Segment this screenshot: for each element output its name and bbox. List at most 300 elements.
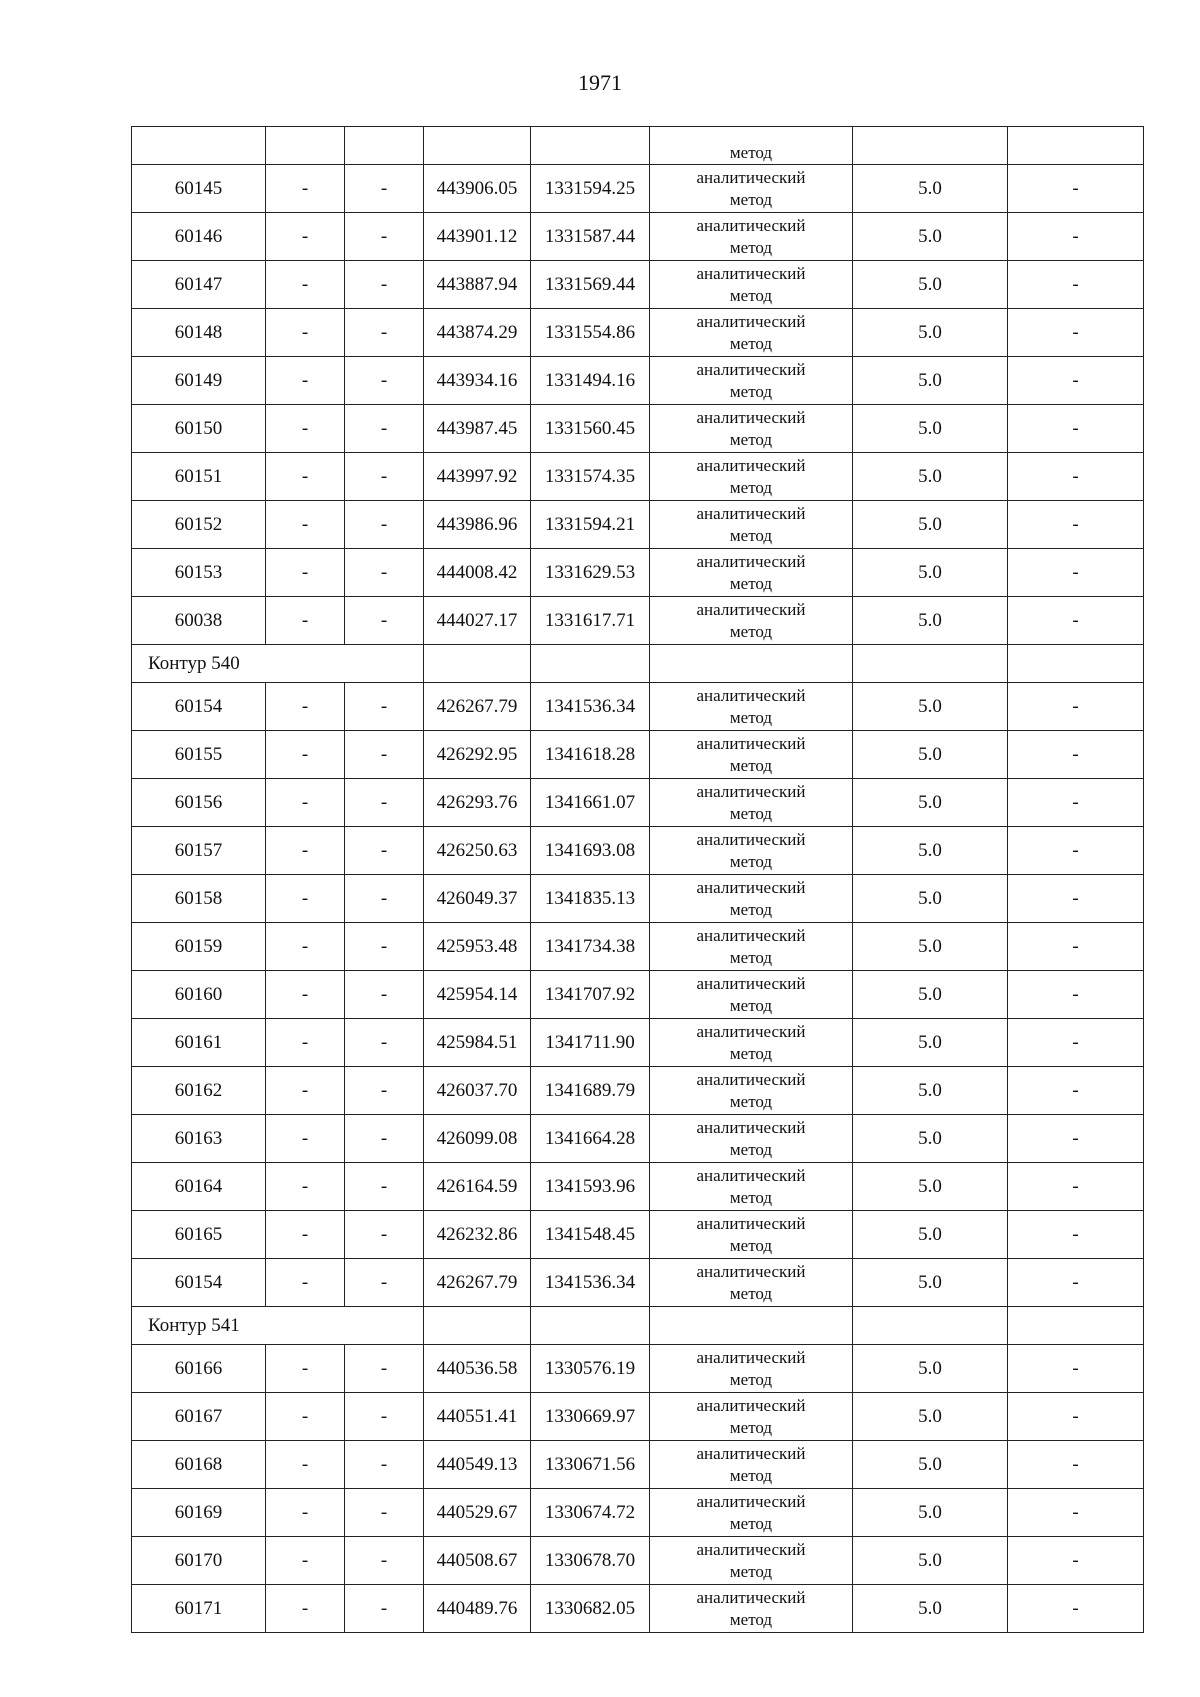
point-number-cell: 60159 bbox=[132, 923, 266, 971]
accuracy-cell: 5.0 bbox=[853, 1585, 1008, 1633]
accuracy-cell: 5.0 bbox=[853, 683, 1008, 731]
method-line-1: аналитический bbox=[696, 551, 806, 571]
description-cell: - bbox=[1008, 549, 1144, 597]
accuracy-cell: 5.0 bbox=[853, 923, 1008, 971]
y-coordinate-cell: 1330671.56 bbox=[531, 1441, 650, 1489]
y-coordinate-cell: 1341548.45 bbox=[531, 1211, 650, 1259]
method-line-2: метод bbox=[729, 1139, 773, 1159]
dash-cell-b: - bbox=[345, 1345, 424, 1393]
accuracy-cell: 5.0 bbox=[853, 779, 1008, 827]
x-coordinate-cell: 443901.12 bbox=[424, 213, 531, 261]
accuracy-cell: 5.0 bbox=[853, 827, 1008, 875]
description-cell bbox=[1008, 645, 1144, 683]
dash-cell-b: - bbox=[345, 213, 424, 261]
x-coordinate-cell: 426267.79 bbox=[424, 683, 531, 731]
method-cell bbox=[650, 1537, 853, 1585]
dash-cell-a: - bbox=[266, 875, 345, 923]
dash-cell-b: - bbox=[345, 731, 424, 779]
description-cell: - bbox=[1008, 1537, 1144, 1585]
table-row bbox=[132, 1537, 1144, 1585]
table-row bbox=[132, 453, 1144, 501]
point-number-cell: 60157 bbox=[132, 827, 266, 875]
point-number-cell: 60154 bbox=[132, 683, 266, 731]
x-coordinate-cell: 425984.51 bbox=[424, 1019, 531, 1067]
dash-cell-a: - bbox=[266, 357, 345, 405]
method-cell bbox=[650, 549, 853, 597]
y-coordinate-cell: 1341664.28 bbox=[531, 1115, 650, 1163]
x-coordinate-cell: 440549.13 bbox=[424, 1441, 531, 1489]
x-coordinate-cell: 425953.48 bbox=[424, 923, 531, 971]
accuracy-cell: 5.0 bbox=[853, 875, 1008, 923]
method-line-2: метод bbox=[729, 755, 773, 775]
dash-cell-a: - bbox=[266, 1259, 345, 1307]
accuracy-cell: 5.0 bbox=[853, 1163, 1008, 1211]
x-coordinate-cell: 426164.59 bbox=[424, 1163, 531, 1211]
description-cell: - bbox=[1008, 923, 1144, 971]
dash-cell-a: - bbox=[266, 1537, 345, 1585]
table-row bbox=[132, 1393, 1144, 1441]
x-coordinate-cell: 426232.86 bbox=[424, 1211, 531, 1259]
y-coordinate-cell: 1341661.07 bbox=[531, 779, 650, 827]
method-line-1: аналитический bbox=[696, 455, 806, 475]
method-line-2: метод bbox=[729, 947, 773, 967]
y-coordinate-cell bbox=[531, 645, 650, 683]
x-coordinate-cell: 443906.05 bbox=[424, 165, 531, 213]
dash-cell-b: - bbox=[345, 405, 424, 453]
point-number-cell: 60164 bbox=[132, 1163, 266, 1211]
point-number-cell: 60038 bbox=[132, 597, 266, 645]
table-row bbox=[132, 549, 1144, 597]
table-row bbox=[132, 827, 1144, 875]
x-coordinate-cell: 440529.67 bbox=[424, 1489, 531, 1537]
x-coordinate-cell: 444008.42 bbox=[424, 549, 531, 597]
method-cell bbox=[650, 405, 853, 453]
dash-cell-b: - bbox=[345, 1115, 424, 1163]
dash-cell-a: - bbox=[266, 827, 345, 875]
method-cell bbox=[650, 1163, 853, 1211]
dash-cell-a: - bbox=[266, 597, 345, 645]
point-number-cell: 60151 bbox=[132, 453, 266, 501]
method-cell bbox=[650, 1211, 853, 1259]
method-line-2: метод bbox=[729, 1235, 773, 1255]
dash-cell-a: - bbox=[266, 1163, 345, 1211]
method-line-2: метод bbox=[729, 1513, 773, 1533]
method-cell bbox=[650, 357, 853, 405]
table-row bbox=[132, 1115, 1144, 1163]
description-cell: - bbox=[1008, 1211, 1144, 1259]
dash-cell-a: - bbox=[266, 971, 345, 1019]
point-number-cell: 60166 bbox=[132, 1345, 266, 1393]
dash-cell-b: - bbox=[345, 1211, 424, 1259]
table-row bbox=[132, 1259, 1144, 1307]
method-line-2: метод bbox=[729, 143, 773, 162]
method-cell bbox=[650, 213, 853, 261]
y-coordinate-cell bbox=[531, 127, 650, 165]
method-line-2: метод bbox=[729, 707, 773, 727]
accuracy-cell: 5.0 bbox=[853, 549, 1008, 597]
dash-cell-a: - bbox=[266, 1585, 345, 1633]
method-line-2: метод bbox=[729, 995, 773, 1015]
dash-cell-b: - bbox=[345, 1489, 424, 1537]
accuracy-cell: 5.0 bbox=[853, 261, 1008, 309]
dash-cell-b: - bbox=[345, 597, 424, 645]
dash-cell-a: - bbox=[266, 731, 345, 779]
dash-cell-b: - bbox=[345, 1585, 424, 1633]
description-cell bbox=[1008, 1307, 1144, 1345]
table-row bbox=[132, 501, 1144, 549]
table-row bbox=[132, 971, 1144, 1019]
method-line-2: метод bbox=[729, 851, 773, 871]
y-coordinate-cell: 1341536.34 bbox=[531, 1259, 650, 1307]
method-line-1: аналитический bbox=[696, 1539, 806, 1559]
method-line-2: метод bbox=[729, 621, 773, 641]
y-coordinate-cell: 1341711.90 bbox=[531, 1019, 650, 1067]
point-number-cell: 60171 bbox=[132, 1585, 266, 1633]
method-line-1: аналитический bbox=[696, 877, 806, 897]
continued-row bbox=[132, 127, 1144, 165]
dash-cell-a: - bbox=[266, 1393, 345, 1441]
y-coordinate-cell: 1331617.71 bbox=[531, 597, 650, 645]
y-coordinate-cell: 1341693.08 bbox=[531, 827, 650, 875]
description-cell: - bbox=[1008, 1489, 1144, 1537]
accuracy-cell: 5.0 bbox=[853, 405, 1008, 453]
method-line-2: метод bbox=[729, 1283, 773, 1303]
accuracy-cell bbox=[853, 645, 1008, 683]
method-line-1: аналитический bbox=[696, 1587, 806, 1607]
method-line-1: аналитический bbox=[696, 503, 806, 523]
method-line-2: метод bbox=[729, 429, 773, 449]
method-line-2: метод bbox=[729, 285, 773, 305]
description-cell: - bbox=[1008, 1345, 1144, 1393]
dash-cell-b: - bbox=[345, 971, 424, 1019]
method-line-2: метод bbox=[729, 237, 773, 257]
accuracy-cell: 5.0 bbox=[853, 1259, 1008, 1307]
method-line-1: аналитический bbox=[696, 407, 806, 427]
method-cell bbox=[650, 1307, 853, 1345]
method-line-1: аналитический bbox=[696, 263, 806, 283]
accuracy-cell: 5.0 bbox=[853, 165, 1008, 213]
accuracy-cell: 5.0 bbox=[853, 1489, 1008, 1537]
description-cell: - bbox=[1008, 1441, 1144, 1489]
method-line-1: аналитический bbox=[696, 215, 806, 235]
coordinates-table bbox=[131, 126, 1144, 1633]
x-coordinate-cell: 426293.76 bbox=[424, 779, 531, 827]
table-row bbox=[132, 731, 1144, 779]
dash-cell-a: - bbox=[266, 165, 345, 213]
y-coordinate-cell: 1331594.21 bbox=[531, 501, 650, 549]
point-number-cell: 60156 bbox=[132, 779, 266, 827]
description-cell: - bbox=[1008, 213, 1144, 261]
accuracy-cell: 5.0 bbox=[853, 731, 1008, 779]
contour-header-row bbox=[132, 645, 1144, 683]
method-line-1: аналитический bbox=[696, 311, 806, 331]
y-coordinate-cell: 1331629.53 bbox=[531, 549, 650, 597]
y-coordinate-cell: 1331494.16 bbox=[531, 357, 650, 405]
dash-cell-b: - bbox=[345, 309, 424, 357]
y-coordinate-cell: 1331594.25 bbox=[531, 165, 650, 213]
x-coordinate-cell: 426292.95 bbox=[424, 731, 531, 779]
y-coordinate-cell: 1330674.72 bbox=[531, 1489, 650, 1537]
method-cell bbox=[650, 1345, 853, 1393]
y-coordinate-cell: 1341618.28 bbox=[531, 731, 650, 779]
dash-cell-a: - bbox=[266, 1211, 345, 1259]
x-coordinate-cell: 443934.16 bbox=[424, 357, 531, 405]
method-line-2: метод bbox=[729, 1187, 773, 1207]
table-row bbox=[132, 1163, 1144, 1211]
method-line-2: метод bbox=[729, 899, 773, 919]
point-number-cell: 60145 bbox=[132, 165, 266, 213]
x-coordinate-cell bbox=[424, 127, 531, 165]
table-row bbox=[132, 923, 1144, 971]
x-coordinate-cell: 425954.14 bbox=[424, 971, 531, 1019]
y-coordinate-cell: 1341835.13 bbox=[531, 875, 650, 923]
table-row bbox=[132, 165, 1144, 213]
method-line-2: метод bbox=[729, 1609, 773, 1629]
description-cell: - bbox=[1008, 875, 1144, 923]
accuracy-cell: 5.0 bbox=[853, 1067, 1008, 1115]
method-line-2: метод bbox=[729, 803, 773, 823]
point-number-cell: 60160 bbox=[132, 971, 266, 1019]
table-row bbox=[132, 1345, 1144, 1393]
point-number-cell: 60149 bbox=[132, 357, 266, 405]
description-cell: - bbox=[1008, 597, 1144, 645]
method-cell bbox=[650, 923, 853, 971]
y-coordinate-cell: 1330678.70 bbox=[531, 1537, 650, 1585]
contour-label: Контур 541 bbox=[132, 1307, 424, 1345]
point-number-cell: 60170 bbox=[132, 1537, 266, 1585]
method-cell bbox=[650, 1393, 853, 1441]
accuracy-cell: 5.0 bbox=[853, 1019, 1008, 1067]
method-line-1: аналитический bbox=[696, 1021, 806, 1041]
method-line-1: аналитический bbox=[696, 1069, 806, 1089]
table-row bbox=[132, 1067, 1144, 1115]
description-cell: - bbox=[1008, 1259, 1144, 1307]
method-line-1: аналитический bbox=[696, 829, 806, 849]
method-cell bbox=[650, 779, 853, 827]
method-line-1: аналитический bbox=[696, 1347, 806, 1367]
x-coordinate-cell: 443997.92 bbox=[424, 453, 531, 501]
table-row bbox=[132, 683, 1144, 731]
point-number-cell: 60162 bbox=[132, 1067, 266, 1115]
method-cell bbox=[650, 1019, 853, 1067]
method-cell bbox=[650, 645, 853, 683]
method-cell bbox=[650, 1259, 853, 1307]
x-coordinate-cell: 426049.37 bbox=[424, 875, 531, 923]
dash-cell-a: - bbox=[266, 501, 345, 549]
method-line-2: метод bbox=[729, 1465, 773, 1485]
description-cell: - bbox=[1008, 453, 1144, 501]
dash-cell-b: - bbox=[345, 501, 424, 549]
accuracy-cell: 5.0 bbox=[853, 501, 1008, 549]
accuracy-cell bbox=[853, 127, 1008, 165]
table-row bbox=[132, 261, 1144, 309]
point-number-cell: 60152 bbox=[132, 501, 266, 549]
x-coordinate-cell: 440551.41 bbox=[424, 1393, 531, 1441]
point-number-cell: 60147 bbox=[132, 261, 266, 309]
point-number-cell bbox=[132, 127, 266, 165]
point-number-cell: 60146 bbox=[132, 213, 266, 261]
dash-cell-a bbox=[266, 127, 345, 165]
accuracy-cell: 5.0 bbox=[853, 309, 1008, 357]
point-number-cell: 60153 bbox=[132, 549, 266, 597]
method-cell bbox=[650, 875, 853, 923]
method-line-1: аналитический bbox=[696, 1395, 806, 1415]
table-row bbox=[132, 1441, 1144, 1489]
x-coordinate-cell: 440508.67 bbox=[424, 1537, 531, 1585]
accuracy-cell: 5.0 bbox=[853, 357, 1008, 405]
x-coordinate-cell: 426037.70 bbox=[424, 1067, 531, 1115]
accuracy-cell: 5.0 bbox=[853, 597, 1008, 645]
description-cell: - bbox=[1008, 971, 1144, 1019]
dash-cell-a: - bbox=[266, 1441, 345, 1489]
dash-cell-b: - bbox=[345, 827, 424, 875]
dash-cell-b: - bbox=[345, 1067, 424, 1115]
method-cell bbox=[650, 165, 853, 213]
method-cell bbox=[650, 1585, 853, 1633]
description-cell: - bbox=[1008, 1393, 1144, 1441]
method-cell bbox=[650, 1115, 853, 1163]
y-coordinate-cell bbox=[531, 1307, 650, 1345]
dash-cell-b: - bbox=[345, 1163, 424, 1211]
y-coordinate-cell: 1330576.19 bbox=[531, 1345, 650, 1393]
x-coordinate-cell bbox=[424, 1307, 531, 1345]
description-cell: - bbox=[1008, 501, 1144, 549]
accuracy-cell: 5.0 bbox=[853, 1115, 1008, 1163]
contour-label: Контур 540 bbox=[132, 645, 424, 683]
x-coordinate-cell: 426267.79 bbox=[424, 1259, 531, 1307]
table-row bbox=[132, 357, 1144, 405]
x-coordinate-cell: 443987.45 bbox=[424, 405, 531, 453]
method-cell bbox=[650, 127, 853, 165]
dash-cell-b: - bbox=[345, 165, 424, 213]
accuracy-cell: 5.0 bbox=[853, 1537, 1008, 1585]
dash-cell-a: - bbox=[266, 779, 345, 827]
method-cell bbox=[650, 1441, 853, 1489]
method-line-2: метод bbox=[729, 477, 773, 497]
y-coordinate-cell: 1331560.45 bbox=[531, 405, 650, 453]
method-line-1: аналитический bbox=[696, 973, 806, 993]
dash-cell-a: - bbox=[266, 405, 345, 453]
point-number-cell: 60158 bbox=[132, 875, 266, 923]
method-cell bbox=[650, 597, 853, 645]
dash-cell-b: - bbox=[345, 549, 424, 597]
table-row bbox=[132, 309, 1144, 357]
description-cell: - bbox=[1008, 1067, 1144, 1115]
method-line-2: метод bbox=[729, 1417, 773, 1437]
y-coordinate-cell: 1341707.92 bbox=[531, 971, 650, 1019]
dash-cell-b: - bbox=[345, 1537, 424, 1585]
description-cell: - bbox=[1008, 405, 1144, 453]
point-number-cell: 60169 bbox=[132, 1489, 266, 1537]
y-coordinate-cell: 1341689.79 bbox=[531, 1067, 650, 1115]
description-cell: - bbox=[1008, 779, 1144, 827]
table-row bbox=[132, 1489, 1144, 1537]
table-row bbox=[132, 1019, 1144, 1067]
description-cell: - bbox=[1008, 261, 1144, 309]
method-cell bbox=[650, 683, 853, 731]
method-cell bbox=[650, 261, 853, 309]
description-cell: - bbox=[1008, 683, 1144, 731]
dash-cell-a: - bbox=[266, 453, 345, 501]
accuracy-cell: 5.0 bbox=[853, 971, 1008, 1019]
x-coordinate-cell: 426099.08 bbox=[424, 1115, 531, 1163]
dash-cell-b: - bbox=[345, 779, 424, 827]
dash-cell-a: - bbox=[266, 261, 345, 309]
dash-cell-b: - bbox=[345, 1259, 424, 1307]
dash-cell-b: - bbox=[345, 1393, 424, 1441]
dash-cell-b: - bbox=[345, 683, 424, 731]
dash-cell-a: - bbox=[266, 683, 345, 731]
accuracy-cell: 5.0 bbox=[853, 1393, 1008, 1441]
y-coordinate-cell: 1330682.05 bbox=[531, 1585, 650, 1633]
y-coordinate-cell: 1341734.38 bbox=[531, 923, 650, 971]
x-coordinate-cell: 426250.63 bbox=[424, 827, 531, 875]
x-coordinate-cell: 444027.17 bbox=[424, 597, 531, 645]
method-line-1: аналитический bbox=[696, 1443, 806, 1463]
method-line-2: метод bbox=[729, 189, 773, 209]
method-line-1: аналитический bbox=[696, 1491, 806, 1511]
dash-cell-b: - bbox=[345, 261, 424, 309]
method-line-1: аналитический bbox=[696, 359, 806, 379]
method-line-1: аналитический bbox=[696, 1261, 806, 1281]
x-coordinate-cell: 440489.76 bbox=[424, 1585, 531, 1633]
description-cell: - bbox=[1008, 1019, 1144, 1067]
description-cell: - bbox=[1008, 1163, 1144, 1211]
method-cell bbox=[650, 1489, 853, 1537]
method-line-1: аналитический bbox=[696, 599, 806, 619]
table-row bbox=[132, 213, 1144, 261]
y-coordinate-cell: 1331554.86 bbox=[531, 309, 650, 357]
dash-cell-b: - bbox=[345, 453, 424, 501]
method-line-1: аналитический bbox=[696, 733, 806, 753]
description-cell: - bbox=[1008, 731, 1144, 779]
method-line-1: аналитический bbox=[696, 1213, 806, 1233]
dash-cell-b: - bbox=[345, 923, 424, 971]
method-line-2: метод bbox=[729, 381, 773, 401]
method-line-1: аналитический bbox=[696, 1165, 806, 1185]
point-number-cell: 60167 bbox=[132, 1393, 266, 1441]
method-line-2: метод bbox=[729, 1043, 773, 1063]
dash-cell-a: - bbox=[266, 1019, 345, 1067]
method-cell bbox=[650, 453, 853, 501]
method-line-2: метод bbox=[729, 1561, 773, 1581]
dash-cell-b: - bbox=[345, 1019, 424, 1067]
method-cell bbox=[650, 501, 853, 549]
point-number-cell: 60165 bbox=[132, 1211, 266, 1259]
accuracy-cell bbox=[853, 1307, 1008, 1345]
x-coordinate-cell: 443874.29 bbox=[424, 309, 531, 357]
accuracy-cell: 5.0 bbox=[853, 1441, 1008, 1489]
description-cell: - bbox=[1008, 1585, 1144, 1633]
description-cell: - bbox=[1008, 357, 1144, 405]
method-cell bbox=[650, 309, 853, 357]
dash-cell-a: - bbox=[266, 549, 345, 597]
description-cell: - bbox=[1008, 165, 1144, 213]
table-row bbox=[132, 779, 1144, 827]
method-line-2: метод bbox=[729, 1091, 773, 1111]
page-number: 1971 bbox=[578, 70, 622, 95]
method-line-2: метод bbox=[729, 573, 773, 593]
method-line-2: метод bbox=[729, 333, 773, 353]
dash-cell-a: - bbox=[266, 1115, 345, 1163]
accuracy-cell: 5.0 bbox=[853, 1345, 1008, 1393]
y-coordinate-cell: 1331587.44 bbox=[531, 213, 650, 261]
method-line-2: метод bbox=[729, 1369, 773, 1389]
method-cell bbox=[650, 1067, 853, 1115]
accuracy-cell: 5.0 bbox=[853, 1211, 1008, 1259]
point-number-cell: 60168 bbox=[132, 1441, 266, 1489]
method-cell bbox=[650, 971, 853, 1019]
